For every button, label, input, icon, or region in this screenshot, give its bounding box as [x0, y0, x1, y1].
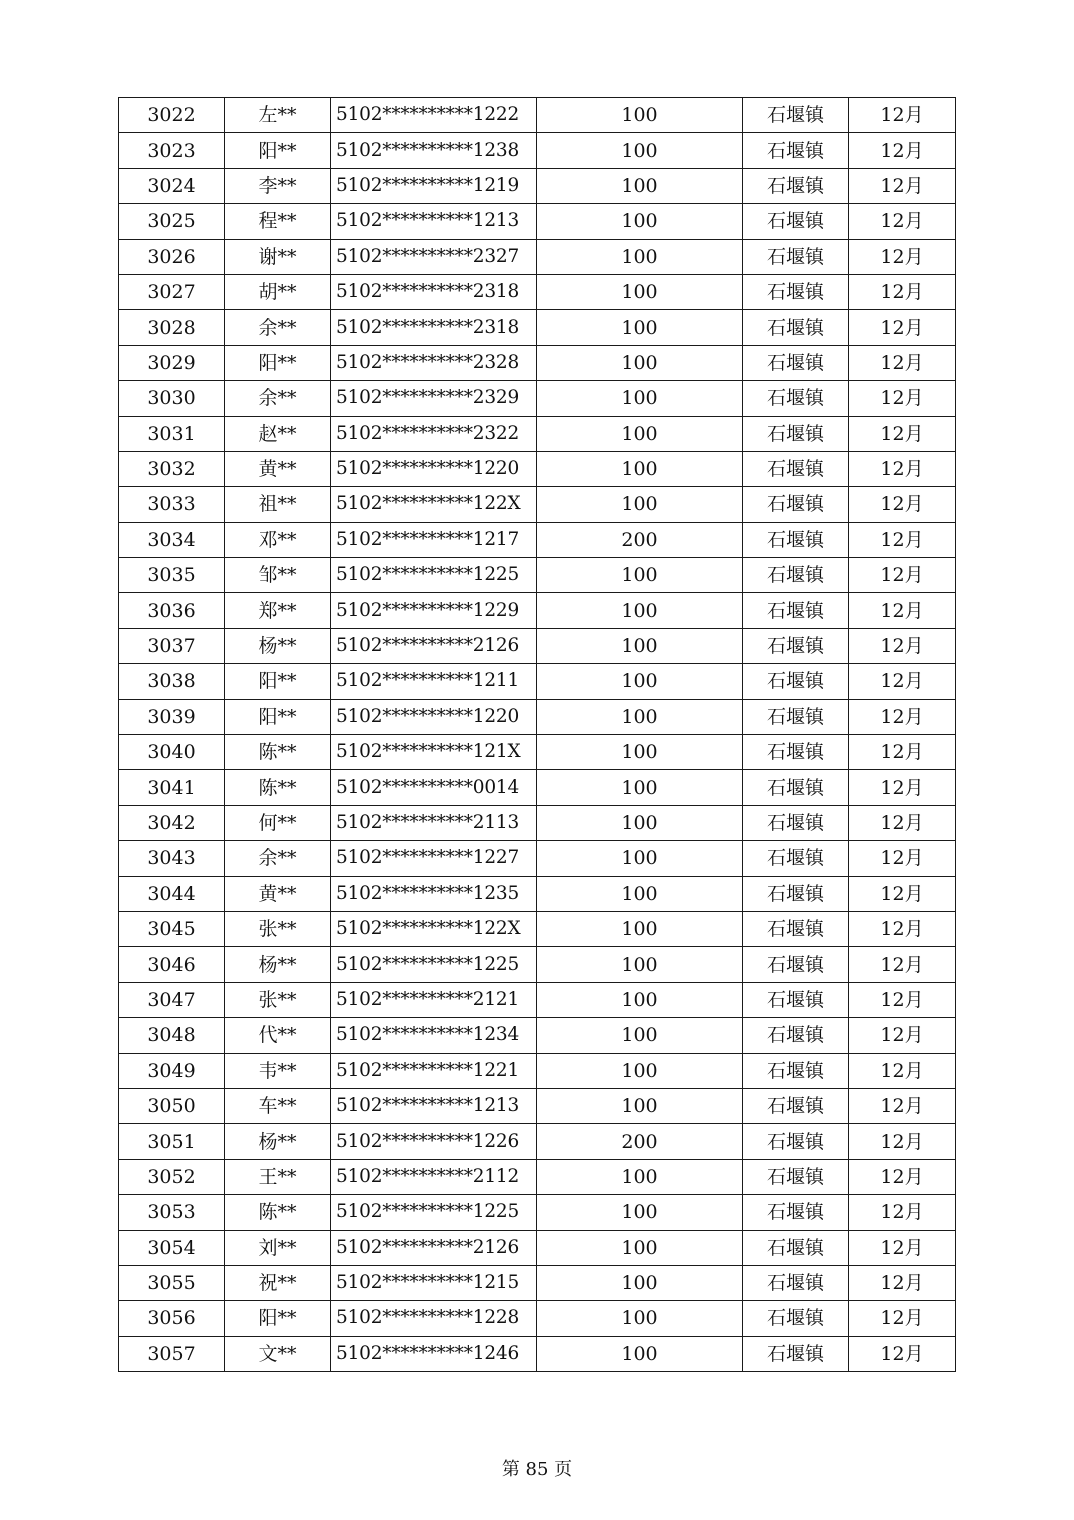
name-cell: 代** — [225, 1018, 331, 1053]
serial-number-cell: 3038 — [119, 664, 225, 699]
town-cell: 石堰镇 — [743, 664, 849, 699]
serial-number-cell: 3027 — [119, 274, 225, 309]
id-number-cell: 5102**********1211 — [331, 664, 537, 699]
serial-number-cell: 3023 — [119, 133, 225, 168]
serial-number-cell: 3055 — [119, 1265, 225, 1300]
month-cell: 12月 — [849, 451, 956, 486]
name-cell: 阳** — [225, 133, 331, 168]
id-number-cell: 5102**********1222 — [331, 98, 537, 133]
name-cell: 阳** — [225, 345, 331, 380]
table-row — [119, 1230, 956, 1265]
id-number-cell: 5102**********121X — [331, 735, 537, 770]
town-cell: 石堰镇 — [743, 310, 849, 345]
amount-cell: 100 — [537, 841, 743, 876]
month-cell: 12月 — [849, 274, 956, 309]
town-cell: 石堰镇 — [743, 204, 849, 239]
id-number-cell: 5102**********1225 — [331, 558, 537, 593]
month-cell: 12月 — [849, 1053, 956, 1088]
amount-cell: 100 — [537, 487, 743, 522]
name-cell: 黄** — [225, 451, 331, 486]
month-cell: 12月 — [849, 628, 956, 663]
amount-cell: 100 — [537, 876, 743, 911]
serial-number-cell: 3031 — [119, 416, 225, 451]
id-number-cell: 5102**********1227 — [331, 841, 537, 876]
serial-number-cell: 3047 — [119, 982, 225, 1017]
id-number-cell: 5102**********2126 — [331, 628, 537, 663]
table-row — [119, 1301, 956, 1336]
month-cell: 12月 — [849, 735, 956, 770]
month-cell: 12月 — [849, 1230, 956, 1265]
amount-cell: 100 — [537, 239, 743, 274]
id-number-cell: 5102**********1238 — [331, 133, 537, 168]
amount-cell: 100 — [537, 345, 743, 380]
month-cell: 12月 — [849, 133, 956, 168]
id-number-cell: 5102**********1215 — [331, 1265, 537, 1300]
id-number-cell: 5102**********1217 — [331, 522, 537, 557]
name-cell: 余** — [225, 310, 331, 345]
name-cell: 谢** — [225, 239, 331, 274]
name-cell: 祝** — [225, 1265, 331, 1300]
name-cell: 张** — [225, 982, 331, 1017]
table-row — [119, 1018, 956, 1053]
month-cell: 12月 — [849, 1088, 956, 1123]
amount-cell: 100 — [537, 628, 743, 663]
month-cell: 12月 — [849, 1265, 956, 1300]
serial-number-cell: 3050 — [119, 1088, 225, 1123]
table-row — [119, 98, 956, 133]
serial-number-cell: 3039 — [119, 699, 225, 734]
serial-number-cell: 3034 — [119, 522, 225, 557]
table-row — [119, 876, 956, 911]
id-number-cell: 5102**********1229 — [331, 593, 537, 628]
month-cell: 12月 — [849, 911, 956, 946]
town-cell: 石堰镇 — [743, 770, 849, 805]
month-cell: 12月 — [849, 1195, 956, 1230]
amount-cell: 100 — [537, 947, 743, 982]
name-cell: 杨** — [225, 1124, 331, 1159]
month-cell: 12月 — [849, 664, 956, 699]
month-cell: 12月 — [849, 98, 956, 133]
id-number-cell: 5102**********2329 — [331, 381, 537, 416]
table-row — [119, 805, 956, 840]
town-cell: 石堰镇 — [743, 1053, 849, 1088]
amount-cell: 200 — [537, 1124, 743, 1159]
name-cell: 韦** — [225, 1053, 331, 1088]
amount-cell: 100 — [537, 1088, 743, 1123]
table-row — [119, 1265, 956, 1300]
id-number-cell: 5102**********1219 — [331, 168, 537, 203]
amount-cell: 100 — [537, 1336, 743, 1371]
town-cell: 石堰镇 — [743, 558, 849, 593]
id-number-cell: 5102**********2318 — [331, 310, 537, 345]
id-number-cell: 5102**********2113 — [331, 805, 537, 840]
name-cell: 何** — [225, 805, 331, 840]
records-table — [118, 97, 956, 1372]
table-row — [119, 558, 956, 593]
table-row — [119, 770, 956, 805]
id-number-cell: 5102**********122X — [331, 911, 537, 946]
name-cell: 王** — [225, 1159, 331, 1194]
serial-number-cell: 3057 — [119, 1336, 225, 1371]
table-row — [119, 204, 956, 239]
amount-cell: 100 — [537, 1159, 743, 1194]
serial-number-cell: 3037 — [119, 628, 225, 663]
month-cell: 12月 — [849, 841, 956, 876]
month-cell: 12月 — [849, 168, 956, 203]
table-row — [119, 735, 956, 770]
name-cell: 杨** — [225, 628, 331, 663]
town-cell: 石堰镇 — [743, 274, 849, 309]
name-cell: 文** — [225, 1336, 331, 1371]
serial-number-cell: 3056 — [119, 1301, 225, 1336]
table-row — [119, 133, 956, 168]
month-cell: 12月 — [849, 204, 956, 239]
name-cell: 郑** — [225, 593, 331, 628]
amount-cell: 100 — [537, 416, 743, 451]
town-cell: 石堰镇 — [743, 593, 849, 628]
name-cell: 赵** — [225, 416, 331, 451]
name-cell: 余** — [225, 381, 331, 416]
table-row — [119, 1053, 956, 1088]
id-number-cell: 5102**********2126 — [331, 1230, 537, 1265]
table-row — [119, 1195, 956, 1230]
town-cell: 石堰镇 — [743, 1018, 849, 1053]
month-cell: 12月 — [849, 947, 956, 982]
amount-cell: 100 — [537, 133, 743, 168]
amount-cell: 100 — [537, 310, 743, 345]
amount-cell: 100 — [537, 1053, 743, 1088]
amount-cell: 100 — [537, 770, 743, 805]
month-cell: 12月 — [849, 522, 956, 557]
town-cell: 石堰镇 — [743, 947, 849, 982]
serial-number-cell: 3052 — [119, 1159, 225, 1194]
month-cell: 12月 — [849, 416, 956, 451]
name-cell: 陈** — [225, 735, 331, 770]
town-cell: 石堰镇 — [743, 345, 849, 380]
name-cell: 刘** — [225, 1230, 331, 1265]
name-cell: 李** — [225, 168, 331, 203]
town-cell: 石堰镇 — [743, 841, 849, 876]
serial-number-cell: 3022 — [119, 98, 225, 133]
name-cell: 邓** — [225, 522, 331, 557]
amount-cell: 100 — [537, 593, 743, 628]
records-table-body — [119, 98, 956, 1372]
month-cell: 12月 — [849, 876, 956, 911]
serial-number-cell: 3033 — [119, 487, 225, 522]
name-cell: 杨** — [225, 947, 331, 982]
serial-number-cell: 3040 — [119, 735, 225, 770]
town-cell: 石堰镇 — [743, 1301, 849, 1336]
id-number-cell: 5102**********2112 — [331, 1159, 537, 1194]
table-row — [119, 451, 956, 486]
table-row — [119, 699, 956, 734]
name-cell: 左** — [225, 98, 331, 133]
id-number-cell: 5102**********1246 — [331, 1336, 537, 1371]
town-cell: 石堰镇 — [743, 982, 849, 1017]
id-number-cell: 5102**********1235 — [331, 876, 537, 911]
month-cell: 12月 — [849, 699, 956, 734]
name-cell: 陈** — [225, 1195, 331, 1230]
id-number-cell: 5102**********122X — [331, 487, 537, 522]
id-number-cell: 5102**********2322 — [331, 416, 537, 451]
table-row — [119, 664, 956, 699]
id-number-cell: 5102**********1213 — [331, 1088, 537, 1123]
serial-number-cell: 3026 — [119, 239, 225, 274]
town-cell: 石堰镇 — [743, 381, 849, 416]
amount-cell: 100 — [537, 735, 743, 770]
table-row — [119, 1159, 956, 1194]
name-cell: 阳** — [225, 699, 331, 734]
id-number-cell: 5102**********2328 — [331, 345, 537, 380]
name-cell: 阳** — [225, 1301, 331, 1336]
month-cell: 12月 — [849, 1301, 956, 1336]
serial-number-cell: 3046 — [119, 947, 225, 982]
amount-cell: 100 — [537, 98, 743, 133]
town-cell: 石堰镇 — [743, 133, 849, 168]
table-row — [119, 522, 956, 557]
id-number-cell: 5102**********1225 — [331, 947, 537, 982]
table-row — [119, 416, 956, 451]
serial-number-cell: 3041 — [119, 770, 225, 805]
table-row — [119, 593, 956, 628]
serial-number-cell: 3044 — [119, 876, 225, 911]
month-cell: 12月 — [849, 593, 956, 628]
id-number-cell: 5102**********1213 — [331, 204, 537, 239]
month-cell: 12月 — [849, 770, 956, 805]
month-cell: 12月 — [849, 982, 956, 1017]
name-cell: 阳** — [225, 664, 331, 699]
amount-cell: 100 — [537, 699, 743, 734]
id-number-cell: 5102**********0014 — [331, 770, 537, 805]
amount-cell: 100 — [537, 664, 743, 699]
month-cell: 12月 — [849, 1124, 956, 1159]
amount-cell: 100 — [537, 1230, 743, 1265]
id-number-cell: 5102**********2327 — [331, 239, 537, 274]
town-cell: 石堰镇 — [743, 239, 849, 274]
table-row — [119, 841, 956, 876]
town-cell: 石堰镇 — [743, 487, 849, 522]
amount-cell: 100 — [537, 1301, 743, 1336]
month-cell: 12月 — [849, 487, 956, 522]
name-cell: 祖** — [225, 487, 331, 522]
town-cell: 石堰镇 — [743, 416, 849, 451]
town-cell: 石堰镇 — [743, 628, 849, 663]
name-cell: 车** — [225, 1088, 331, 1123]
town-cell: 石堰镇 — [743, 168, 849, 203]
amount-cell: 100 — [537, 381, 743, 416]
table-row — [119, 310, 956, 345]
name-cell: 黄** — [225, 876, 331, 911]
table-row — [119, 1088, 956, 1123]
month-cell: 12月 — [849, 805, 956, 840]
name-cell: 张** — [225, 911, 331, 946]
amount-cell: 100 — [537, 451, 743, 486]
town-cell: 石堰镇 — [743, 805, 849, 840]
id-number-cell: 5102**********1226 — [331, 1124, 537, 1159]
town-cell: 石堰镇 — [743, 1230, 849, 1265]
amount-cell: 100 — [537, 911, 743, 946]
table-row — [119, 628, 956, 663]
table-row — [119, 1124, 956, 1159]
id-number-cell: 5102**********2121 — [331, 982, 537, 1017]
amount-cell: 200 — [537, 522, 743, 557]
table-row — [119, 381, 956, 416]
town-cell: 石堰镇 — [743, 1265, 849, 1300]
amount-cell: 100 — [537, 274, 743, 309]
serial-number-cell: 3045 — [119, 911, 225, 946]
serial-number-cell: 3028 — [119, 310, 225, 345]
serial-number-cell: 3036 — [119, 593, 225, 628]
month-cell: 12月 — [849, 558, 956, 593]
serial-number-cell: 3054 — [119, 1230, 225, 1265]
table-row — [119, 911, 956, 946]
month-cell: 12月 — [849, 381, 956, 416]
serial-number-cell: 3035 — [119, 558, 225, 593]
table-row — [119, 947, 956, 982]
month-cell: 12月 — [849, 1018, 956, 1053]
serial-number-cell: 3029 — [119, 345, 225, 380]
serial-number-cell: 3043 — [119, 841, 225, 876]
serial-number-cell: 3024 — [119, 168, 225, 203]
serial-number-cell: 3042 — [119, 805, 225, 840]
town-cell: 石堰镇 — [743, 1336, 849, 1371]
amount-cell: 100 — [537, 1195, 743, 1230]
serial-number-cell: 3053 — [119, 1195, 225, 1230]
name-cell: 胡** — [225, 274, 331, 309]
id-number-cell: 5102**********2318 — [331, 274, 537, 309]
amount-cell: 100 — [537, 982, 743, 1017]
town-cell: 石堰镇 — [743, 1195, 849, 1230]
amount-cell: 100 — [537, 204, 743, 239]
town-cell: 石堰镇 — [743, 1124, 849, 1159]
month-cell: 12月 — [849, 1336, 956, 1371]
name-cell: 余** — [225, 841, 331, 876]
amount-cell: 100 — [537, 1018, 743, 1053]
name-cell: 陈** — [225, 770, 331, 805]
town-cell: 石堰镇 — [743, 911, 849, 946]
town-cell: 石堰镇 — [743, 522, 849, 557]
name-cell: 程** — [225, 204, 331, 239]
town-cell: 石堰镇 — [743, 735, 849, 770]
serial-number-cell: 3025 — [119, 204, 225, 239]
table-row — [119, 487, 956, 522]
amount-cell: 100 — [537, 558, 743, 593]
name-cell: 邹** — [225, 558, 331, 593]
serial-number-cell: 3048 — [119, 1018, 225, 1053]
month-cell: 12月 — [849, 239, 956, 274]
id-number-cell: 5102**********1234 — [331, 1018, 537, 1053]
amount-cell: 100 — [537, 805, 743, 840]
table-row — [119, 345, 956, 380]
id-number-cell: 5102**********1225 — [331, 1195, 537, 1230]
town-cell: 石堰镇 — [743, 98, 849, 133]
table-row — [119, 1336, 956, 1371]
id-number-cell: 5102**********1220 — [331, 451, 537, 486]
id-number-cell: 5102**********1228 — [331, 1301, 537, 1336]
table-row — [119, 168, 956, 203]
id-number-cell: 5102**********1221 — [331, 1053, 537, 1088]
month-cell: 12月 — [849, 310, 956, 345]
id-number-cell: 5102**********1220 — [331, 699, 537, 734]
serial-number-cell: 3051 — [119, 1124, 225, 1159]
amount-cell: 100 — [537, 168, 743, 203]
month-cell: 12月 — [849, 1159, 956, 1194]
town-cell: 石堰镇 — [743, 876, 849, 911]
table-row — [119, 982, 956, 1017]
serial-number-cell: 3030 — [119, 381, 225, 416]
table-row — [119, 274, 956, 309]
town-cell: 石堰镇 — [743, 451, 849, 486]
month-cell: 12月 — [849, 345, 956, 380]
town-cell: 石堰镇 — [743, 1159, 849, 1194]
serial-number-cell: 3049 — [119, 1053, 225, 1088]
page-number: 第 85 页 — [501, 1459, 573, 1480]
town-cell: 石堰镇 — [743, 1088, 849, 1123]
amount-cell: 100 — [537, 1265, 743, 1300]
table-row — [119, 239, 956, 274]
serial-number-cell: 3032 — [119, 451, 225, 486]
town-cell: 石堰镇 — [743, 699, 849, 734]
